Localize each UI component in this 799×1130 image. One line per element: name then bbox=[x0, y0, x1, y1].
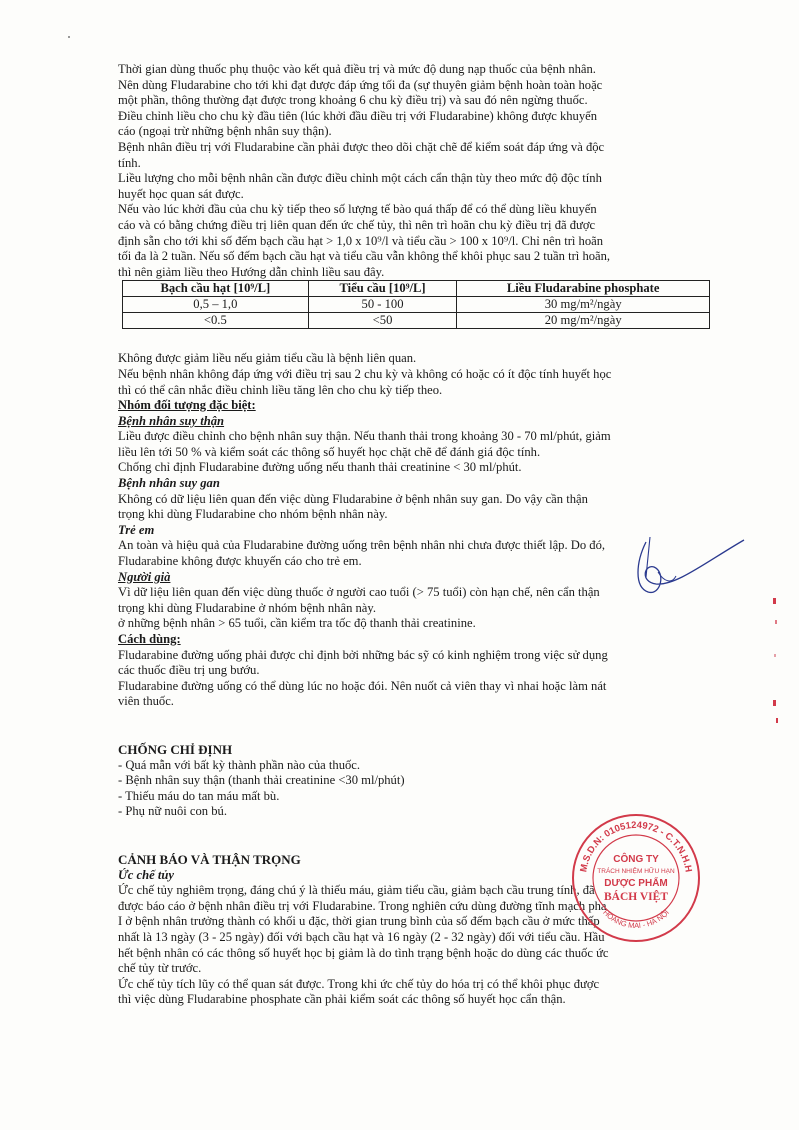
table-row bbox=[123, 297, 710, 313]
text-line: nhất là 13 ngày (3 - 25 ngày) đối với bạch cầu hạt và 16 ngày (2 - 32 ngày) đối với tiểu cầu. Hầu bbox=[118, 929, 605, 944]
text-line: thì có thể cân nhắc điều chỉnh liều tăng lên cho chu kỳ tiếp theo. bbox=[118, 382, 443, 397]
text-line: viên thuốc. bbox=[118, 694, 174, 709]
text-line: I ở bệnh nhân trưởng thành có khối u đặc, thời gian trung bình của số đếm bạch cầu ở mức thấp bbox=[118, 914, 600, 929]
contraindications-heading: CHỐNG CHỈ ĐỊNH bbox=[118, 741, 233, 757]
edge-scan-marks bbox=[765, 590, 785, 750]
text-line: cáo (ngoại trừ những bệnh nhân suy thận). bbox=[118, 124, 332, 139]
text-line: Thời gian dùng thuốc phụ thuộc vào kết quả điều trị và mức độ dung nạp thuốc của bệnh nhân. bbox=[118, 62, 596, 76]
spacer bbox=[118, 329, 718, 351]
text-line: liều lên tới 50 % và kiểm soát các thông số huyết học chặt chẽ để đánh giá độc tính. bbox=[118, 444, 541, 459]
text-line: huyết học quan sát được. bbox=[118, 186, 244, 201]
warnings-heading: CẢNH BÁO VÀ THẬN TRỌNG bbox=[118, 851, 301, 867]
text-line: Không có dữ liệu liên quan đến việc dùng Fludarabine ở bệnh nhân suy gan. Do vậy cần thận bbox=[118, 491, 588, 506]
usage-paragraph bbox=[118, 648, 718, 710]
text-line: Nếu bệnh nhân không đáp ứng với điều trị sau 2 chu kỳ và không có hoặc có ít độc tính huyết học bbox=[118, 366, 612, 381]
hepatic-paragraph bbox=[118, 492, 718, 523]
contraindications-list bbox=[118, 758, 718, 820]
children-heading: Trẻ em bbox=[118, 522, 155, 537]
text-line: Liều được điều chỉnh cho bệnh nhân suy thận. Nếu thanh thải trong khoảng 30 - 70 ml/phút, giảm bbox=[118, 429, 611, 444]
elderly-heading: Người già bbox=[118, 569, 171, 584]
text-line: Vì dữ liệu liên quan đến việc dùng thuốc ở người cao tuổi (> 75 tuổi) còn hạn chế, nên cẩn thận bbox=[118, 585, 600, 600]
stamp-line4: BÁCH VIỆT bbox=[603, 891, 669, 903]
text-line: Bệnh nhân điều trị với Fludarabine cần phải được theo dõi chặt chẽ để kiểm soát đáp ứng và độc bbox=[118, 139, 605, 154]
dosage-paragraphs bbox=[118, 62, 718, 280]
text-line: Không được giảm liều nếu giảm tiểu cầu là bệnh liên quan. bbox=[118, 351, 417, 366]
company-stamp bbox=[570, 812, 702, 944]
table-cell: <50 bbox=[308, 313, 457, 329]
list-item: - Thiếu máu do tan máu mất bù. bbox=[118, 788, 280, 803]
usage-heading: Cách dùng: bbox=[118, 632, 181, 646]
table-cell: 20 mg/m²/ngày bbox=[457, 313, 710, 329]
table-cell: 50 - 100 bbox=[308, 297, 457, 313]
text-line: Fludarabine đường uống phải được chỉ định bởi những bác sỹ có kinh nghiệm trong việc sử dụng bbox=[118, 647, 608, 662]
col-dose: Liều Fludarabine phosphate bbox=[457, 281, 710, 297]
text-line: cáo và có bằng chứng điều trị liên quan đến ức chế tủy, thì nên trì hoãn chu kỳ điều trị đã được bbox=[118, 217, 596, 232]
renal-heading: Bệnh nhân suy thận bbox=[118, 413, 225, 428]
text-line: tối đa là 2 tuần. Nếu số đếm bạch cầu hạt và tiểu cầu vẫn không thể khôi phục sau 2 tuần trì hoãn, bbox=[118, 249, 611, 264]
renal-paragraph bbox=[118, 429, 718, 476]
col-granulocytes: Bạch cầu hạt [10⁹/L] bbox=[123, 281, 309, 297]
list-item: - Quá mẫn với bất kỳ thành phần nào của thuốc. bbox=[118, 757, 361, 772]
svg-text:HOÀNG MAI - HÀ NỘI bbox=[601, 908, 671, 930]
table-cell: <0.5 bbox=[123, 313, 309, 329]
after-table-paragraphs bbox=[118, 351, 718, 398]
special-groups-heading: Nhóm đối tượng đặc biệt: bbox=[118, 398, 256, 413]
list-item: - Bệnh nhân suy thận (thanh thải creatinine <30 ml/phút) bbox=[118, 773, 405, 788]
stamp-bottom-text: HOÀNG MAI - HÀ NỘI bbox=[601, 907, 671, 931]
text-line: tính. bbox=[118, 155, 141, 170]
stamp-line2: TRÁCH NHIỆM HỮU HẠN bbox=[597, 868, 675, 875]
stamp-line1: CÔNG TY bbox=[613, 854, 659, 865]
text-line: chế tủy từ trước. bbox=[118, 961, 202, 976]
text-line: được báo cáo ở bệnh nhân điều trị với Fludarabine. Trong nghiên cứu dùng đường tĩnh mạch pha bbox=[118, 898, 607, 913]
text-line: trọng khi dùng Fludarabine ở nhóm bệnh nhân này. bbox=[118, 600, 377, 615]
table-row bbox=[123, 313, 710, 329]
table-cell: 30 mg/m²/ngày bbox=[457, 297, 710, 313]
myelosuppression-heading: Ức chế tủy bbox=[118, 867, 174, 882]
text-line: Fludarabine đường uống có thể dùng lúc no hoặc đói. Nên nuốt cả viên thay vì nhai hoặc làm nát bbox=[118, 678, 607, 693]
stamp-line3: DƯỢC PHẨM bbox=[604, 878, 668, 889]
text-line: một phần, thông thường đạt được trong khoảng 6 chu kỳ điều trị) và sau đó nên ngừng thuốc. bbox=[118, 93, 588, 108]
text-line: hết bệnh nhân có các thông số huyết học bị giảm là do tình trạng bệnh hoặc do dùng các thuốc ức bbox=[118, 945, 609, 960]
text-line: An toàn và hiệu quả của Fludarabine đường uống trên bệnh nhân nhi chưa được thiết lập. Do đó, bbox=[118, 538, 606, 553]
hepatic-heading: Bệnh nhân suy gan bbox=[118, 476, 220, 491]
table-cell: 0,5 – 1,0 bbox=[123, 297, 309, 313]
text-line: Ức chế tủy nghiêm trọng, đáng chú ý là thiếu máu, giảm tiểu cầu, giảm bạch cầu trung tính, đã bbox=[118, 883, 595, 898]
text-line: Nên dùng Fludarabine cho tới khi đạt được đáp ứng tối đa (sự thuyên giảm bệnh hoàn toàn hoặc bbox=[118, 77, 603, 92]
text-line: Fludarabine không được khuyến cáo cho trẻ em. bbox=[118, 554, 362, 569]
text-line: thì nên giảm liều theo Hướng dẫn chỉnh liều sau đây. bbox=[118, 264, 385, 279]
text-line: các thuốc điều trị ung bướu. bbox=[118, 663, 260, 678]
text-line: ở những bệnh nhân > 65 tuổi, cần kiểm tra tốc độ thanh thải creatinine. bbox=[118, 616, 476, 631]
text-line: thì việc dùng Fludarabine phosphate cần phải kiểm soát các thông số huyết học cẩn thận. bbox=[118, 992, 566, 1007]
signature-scribble bbox=[606, 532, 746, 612]
text-line: Điều chỉnh liều cho chu kỳ đầu tiên (lúc khởi đầu điều trị với Fludarabine) không được khuyến bbox=[118, 108, 598, 123]
text-line: Ức chế tủy tích lũy có thể quan sát được. Trong khi ức chế tủy do hóa trị có thể khôi phục được bbox=[118, 976, 600, 991]
list-item: - Phụ nữ nuôi con bú. bbox=[118, 804, 227, 819]
text-line: định sẵn cho tới khi số đếm bạch cầu hạt > 1,0 x 10⁹/l và tiểu cầu > 100 x 10⁹/l. Chỉ nên trì hoãn bbox=[118, 233, 604, 248]
table-header-row bbox=[123, 281, 710, 297]
stamp-ring-text: M.S.D.N: 0105124972 - C.T.N.H.H bbox=[578, 819, 694, 874]
col-platelets: Tiểu cầu [10⁹/L] bbox=[308, 281, 457, 297]
scan-speck bbox=[68, 36, 70, 38]
text-line: Nếu vào lúc khởi đầu của chu kỳ tiếp theo số lượng tế bào quá thấp để có thể dùng liều khuyến bbox=[118, 202, 597, 217]
dose-adjustment-table bbox=[122, 280, 710, 329]
spacer bbox=[118, 710, 718, 732]
text-line: trọng khi dùng Fludarabine cho nhóm bệnh nhân này. bbox=[118, 507, 388, 522]
text-line: Chống chỉ định Fludarabine đường uống nếu thanh thải creatinine < 30 ml/phút. bbox=[118, 460, 522, 475]
text-line: Liều lượng cho mỗi bệnh nhân cần được điều chỉnh một cách cẩn thận tùy theo mức độ độc tính bbox=[118, 171, 602, 186]
svg-text:M.S.D.N: 0105124972 - C.T.N.H. bbox=[578, 820, 693, 873]
